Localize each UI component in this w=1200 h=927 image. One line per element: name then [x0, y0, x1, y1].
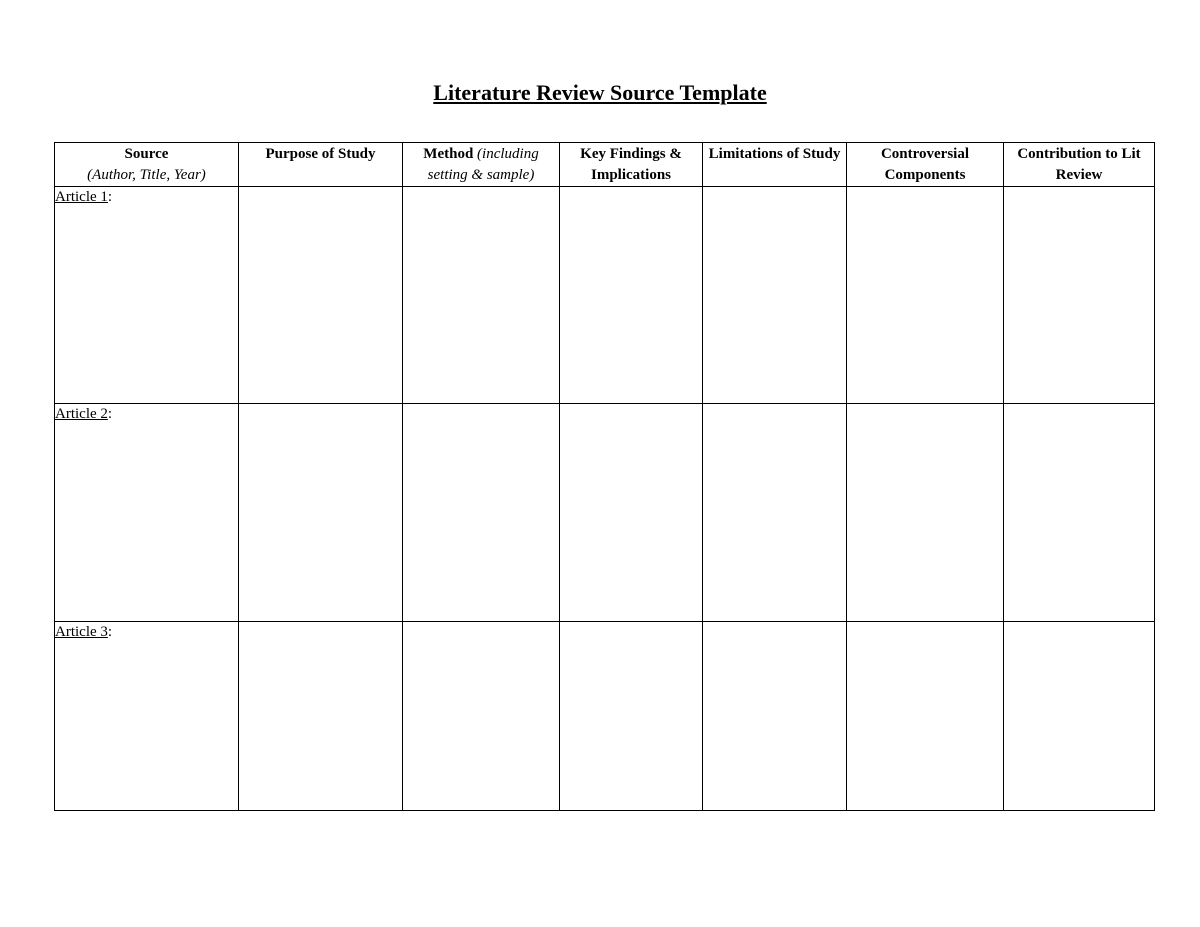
header-key-findings-label: Key Findings & Implications [580, 146, 682, 183]
article-2-purpose-cell[interactable] [239, 404, 403, 622]
header-limitations-label: Limitations of Study [708, 146, 841, 162]
table-row [55, 187, 1155, 404]
header-method-note: (including setting & sample) [427, 146, 539, 183]
table-row [55, 404, 1155, 622]
header-source [55, 143, 239, 187]
article-2-colon: : [107, 406, 113, 422]
article-2-label: Article 2 [55, 406, 108, 422]
article-1-contribution-cell[interactable] [1004, 187, 1155, 404]
article-1-source-cell[interactable] [55, 187, 239, 404]
header-contribution-label: Contribution to Lit Review [1017, 146, 1141, 183]
article-3-findings-cell[interactable] [560, 622, 703, 811]
header-controversial [847, 143, 1004, 187]
article-3-label: Article 3 [55, 624, 108, 640]
header-method [403, 143, 560, 187]
header-limitations [703, 143, 847, 187]
article-3-method-cell[interactable] [403, 622, 560, 811]
header-purpose-label: Purpose of Study [265, 146, 376, 162]
header-row [55, 143, 1155, 187]
article-2-limitations-cell[interactable] [703, 404, 847, 622]
article-1-colon: : [107, 189, 113, 205]
article-2-contribution-cell[interactable] [1004, 404, 1155, 622]
article-2-findings-cell[interactable] [560, 404, 703, 622]
article-1-method-cell[interactable] [403, 187, 560, 404]
header-method-label: Method [423, 146, 474, 162]
article-1-label: Article 1 [55, 189, 108, 205]
header-contribution [1004, 143, 1155, 187]
header-source-label: Source [124, 146, 169, 162]
header-key-findings [560, 143, 703, 187]
table-row [55, 622, 1155, 811]
article-2-source-cell[interactable] [55, 404, 239, 622]
article-1-purpose-cell[interactable] [239, 187, 403, 404]
header-source-subtitle: (Author, Title, Year) [87, 167, 206, 183]
header-purpose [239, 143, 403, 187]
article-2-method-cell[interactable] [403, 404, 560, 622]
header-controversial-label: Controversial Components [880, 146, 970, 183]
article-1-controversial-cell[interactable] [847, 187, 1004, 404]
article-3-limitations-cell[interactable] [703, 622, 847, 811]
article-3-source-cell[interactable] [55, 622, 239, 811]
page-title: Literature Review Source Template [433, 80, 767, 105]
article-3-contribution-cell[interactable] [1004, 622, 1155, 811]
article-3-purpose-cell[interactable] [239, 622, 403, 811]
article-3-controversial-cell[interactable] [847, 622, 1004, 811]
article-1-findings-cell[interactable] [560, 187, 703, 404]
article-1-limitations-cell[interactable] [703, 187, 847, 404]
literature-review-table [54, 142, 1155, 811]
article-3-colon: : [107, 624, 113, 640]
article-2-controversial-cell[interactable] [847, 404, 1004, 622]
